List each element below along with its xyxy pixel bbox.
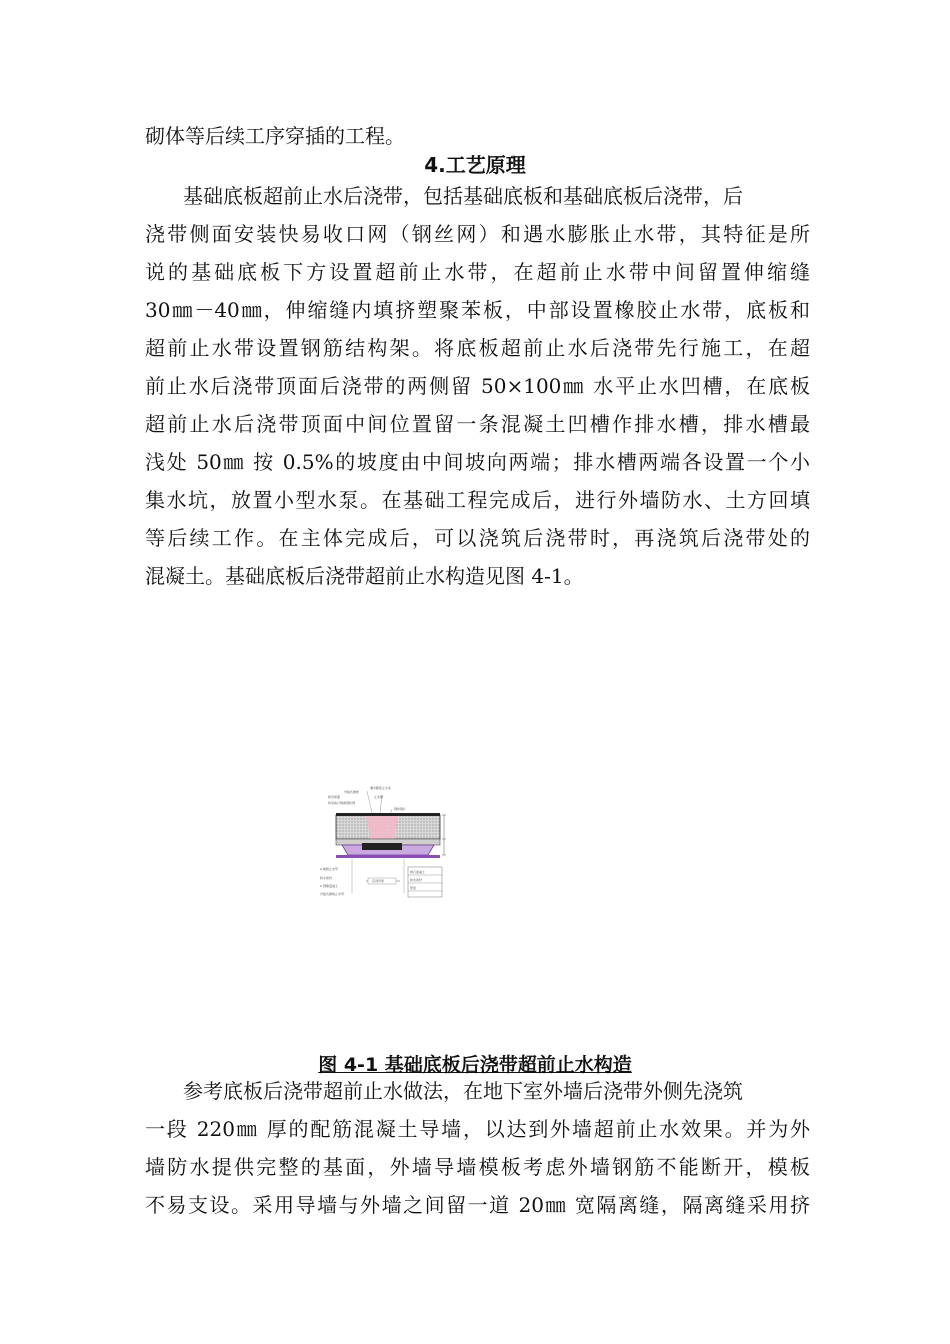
paragraph-line: 基础底板超前止水后浇带，包括基础底板和基础底板后浇带，后 xyxy=(183,184,743,208)
paragraph-line: 集水坑，放置小型水泵。在基础工程完成后，进行外墙防水、土方回填 xyxy=(145,488,810,512)
paragraph-line: 等后续工作。在主体完成后，可以浇筑后浇带时，再浇筑后浇带处的 xyxy=(145,526,810,550)
figure-label: 新旧界面 xyxy=(328,795,341,799)
paragraph-line: 混凝土。基础底板后浇带超前止水构造见图 4-1。 xyxy=(145,564,584,588)
figure-label: 防水卷材 xyxy=(320,876,333,880)
paragraph-line: 超前止水后浇带顶面中间位置留一条混凝土凹槽作排水槽，排水槽最 xyxy=(145,412,810,436)
figure-label: 遇水膨胀止水条 xyxy=(370,786,392,790)
figure-label: C 钢筋混凝土 xyxy=(320,884,339,888)
paragraph-line: 一段 220㎜ 厚的配筋混凝土导墙，以达到外墙超前止水效果。并为外 xyxy=(145,1117,810,1141)
figure-dimension-label: 后浇带宽 xyxy=(372,879,385,883)
figure-label: 快易收口网或钢丝网 xyxy=(328,801,356,805)
figure-label: 垫层 xyxy=(410,886,417,890)
figure-label: 止水钢 xyxy=(374,795,384,799)
paragraph-line: 不易支设。采用导墙与外墙之间留一道 20㎜ 宽隔离缝，隔离缝采用挤 xyxy=(145,1193,810,1217)
figure-caption: 图 4-1 基础底板后浇带超前止水构造 xyxy=(318,1054,632,1076)
text-line: 砌体等后续工序穿插的工程。 xyxy=(145,124,405,148)
figure-label: A 橡胶止水带 xyxy=(320,867,339,871)
paragraph-line: 浇带侧面安装快易收口网（钢丝网）和遇水膨胀止水带，其特征是所 xyxy=(145,222,810,246)
paragraph-line: 前止水后浇带顶面后浇带的两侧留 50×100㎜ 水平止水凹槽，在底板 xyxy=(145,374,810,398)
paragraph-line: 墙防水提供完整的基面，外墙导墙模板考虑外墙钢筋不能断开，模板 xyxy=(145,1155,810,1179)
paragraph-line: 超前止水带设置钢筋结构架。将底板超前止水后浇带先行施工，在超 xyxy=(145,336,810,360)
paragraph-line: 说的基础底板下方设置超前止水带，在超前止水带中间留置伸缩缝 xyxy=(145,260,810,284)
section-heading: 4.工艺原理 xyxy=(424,153,526,177)
paragraph-line: 参考底板后浇带超前止水做法，在地下室外墙后浇带外侧先浇筑 xyxy=(183,1079,743,1103)
paragraph-line: 30㎜－40㎜，伸缩缝内填挤塑聚苯板，中部设置橡胶止水带，底板和 xyxy=(145,298,810,322)
figure-label: 外贴式橡胶止水带 xyxy=(320,892,345,896)
figure-label: 细石混凝土 xyxy=(410,870,426,874)
figure-label: 外贴式橡胶 xyxy=(344,790,360,794)
paragraph-line: 浅处 50㎜ 按 0.5%的坡度由中间坡向两端；排水槽两端各设置一个小 xyxy=(145,450,810,474)
figure-label: 钢丝网片 xyxy=(394,807,407,811)
construction-detail-figure xyxy=(312,785,452,900)
figure-label: 防水卷材 xyxy=(410,878,423,882)
